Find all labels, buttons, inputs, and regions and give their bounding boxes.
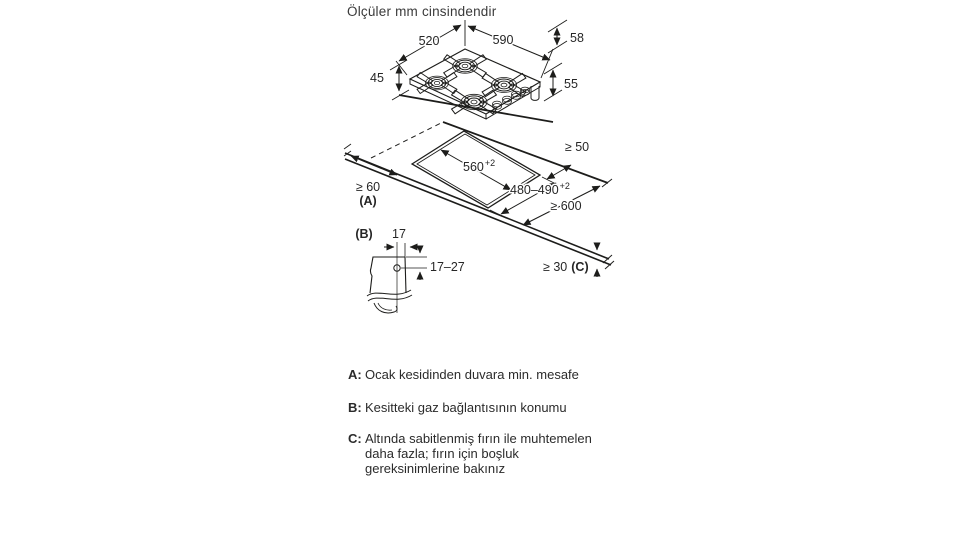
gas-connection-detail [367,242,427,313]
legend-text-b: Kesitteki gaz bağlantısının konumu [365,400,567,415]
worktop-depth-label: ≥ 600 [550,199,582,213]
hob-width-label: 590 [492,33,514,47]
ref-a-label: (A) [359,194,377,208]
legend-key-b: B: [348,400,362,415]
hob-left-height-label: 45 [370,71,384,85]
cutout-depth-tolerance: +2 [559,181,570,191]
legend-item-b [348,400,618,415]
hob-dimensions [390,20,567,101]
ref-c-label: (C) [571,260,589,274]
legend-text-c-line2: daha fazla; fırın için boşluk [365,446,519,461]
legend-item-a [348,367,618,382]
legend-key-c: C: [348,431,362,446]
wall-line-dashed [371,122,443,158]
dim-ext-line [541,49,553,78]
legend-text-c [365,431,592,476]
ref-b-label: (B) [355,227,373,241]
section-outline-left [370,257,405,293]
legend-text-a: Ocak kesidinden duvara min. mesafe [365,367,579,382]
broken-piece-outline [374,303,397,313]
cutout-width-value: 560 [463,160,484,174]
hob-rear-height-label: 58 [570,31,584,45]
hob-right-height-label: 55 [564,77,578,91]
worktop-thickness-label [543,260,589,274]
rear-clearance-label: ≥ 50 [564,140,590,154]
cutout-depth-label [510,181,570,197]
legend-key-a: A: [348,367,362,382]
dim-tick [392,90,409,100]
break-line [368,295,412,301]
page-title: Ölçüler mm cinsindendir [347,4,497,19]
front-edge-end-tick [603,255,612,263]
legend-item-c [348,431,618,476]
section-outline-right [405,257,406,293]
left-clearance-label: ≥ 60 [355,180,381,194]
front-edge-start-tick [344,144,351,149]
cutout-depth-value: 480–490 [510,183,559,197]
break-line [367,290,411,296]
front-edge-end-tick [605,261,614,269]
hob-isometric [399,49,553,122]
burner-rear [444,55,487,77]
legend-text-c-line1: Altında sabitlenmiş fırın ile muhtemelen [365,431,592,446]
cutout-width-tolerance: +2 [484,158,496,168]
broken-piece-inner [378,303,392,310]
gas-offset-label: 17 [392,227,406,241]
hob-depth-label: 520 [418,34,440,48]
gas-range-label: 17–27 [430,260,465,274]
cutout-depth-ext-line [490,210,506,218]
thickness-value: ≥ 30 [543,260,568,274]
cutout-width-label [463,158,495,174]
back-edge-end-tick [602,179,612,187]
rear-clearance-dim-line [547,165,571,179]
hob-body-edge [410,79,540,119]
left-clearance-dim-line [351,156,397,175]
legend-text-c-line3: gereksinimlerine bakınız [365,461,506,476]
